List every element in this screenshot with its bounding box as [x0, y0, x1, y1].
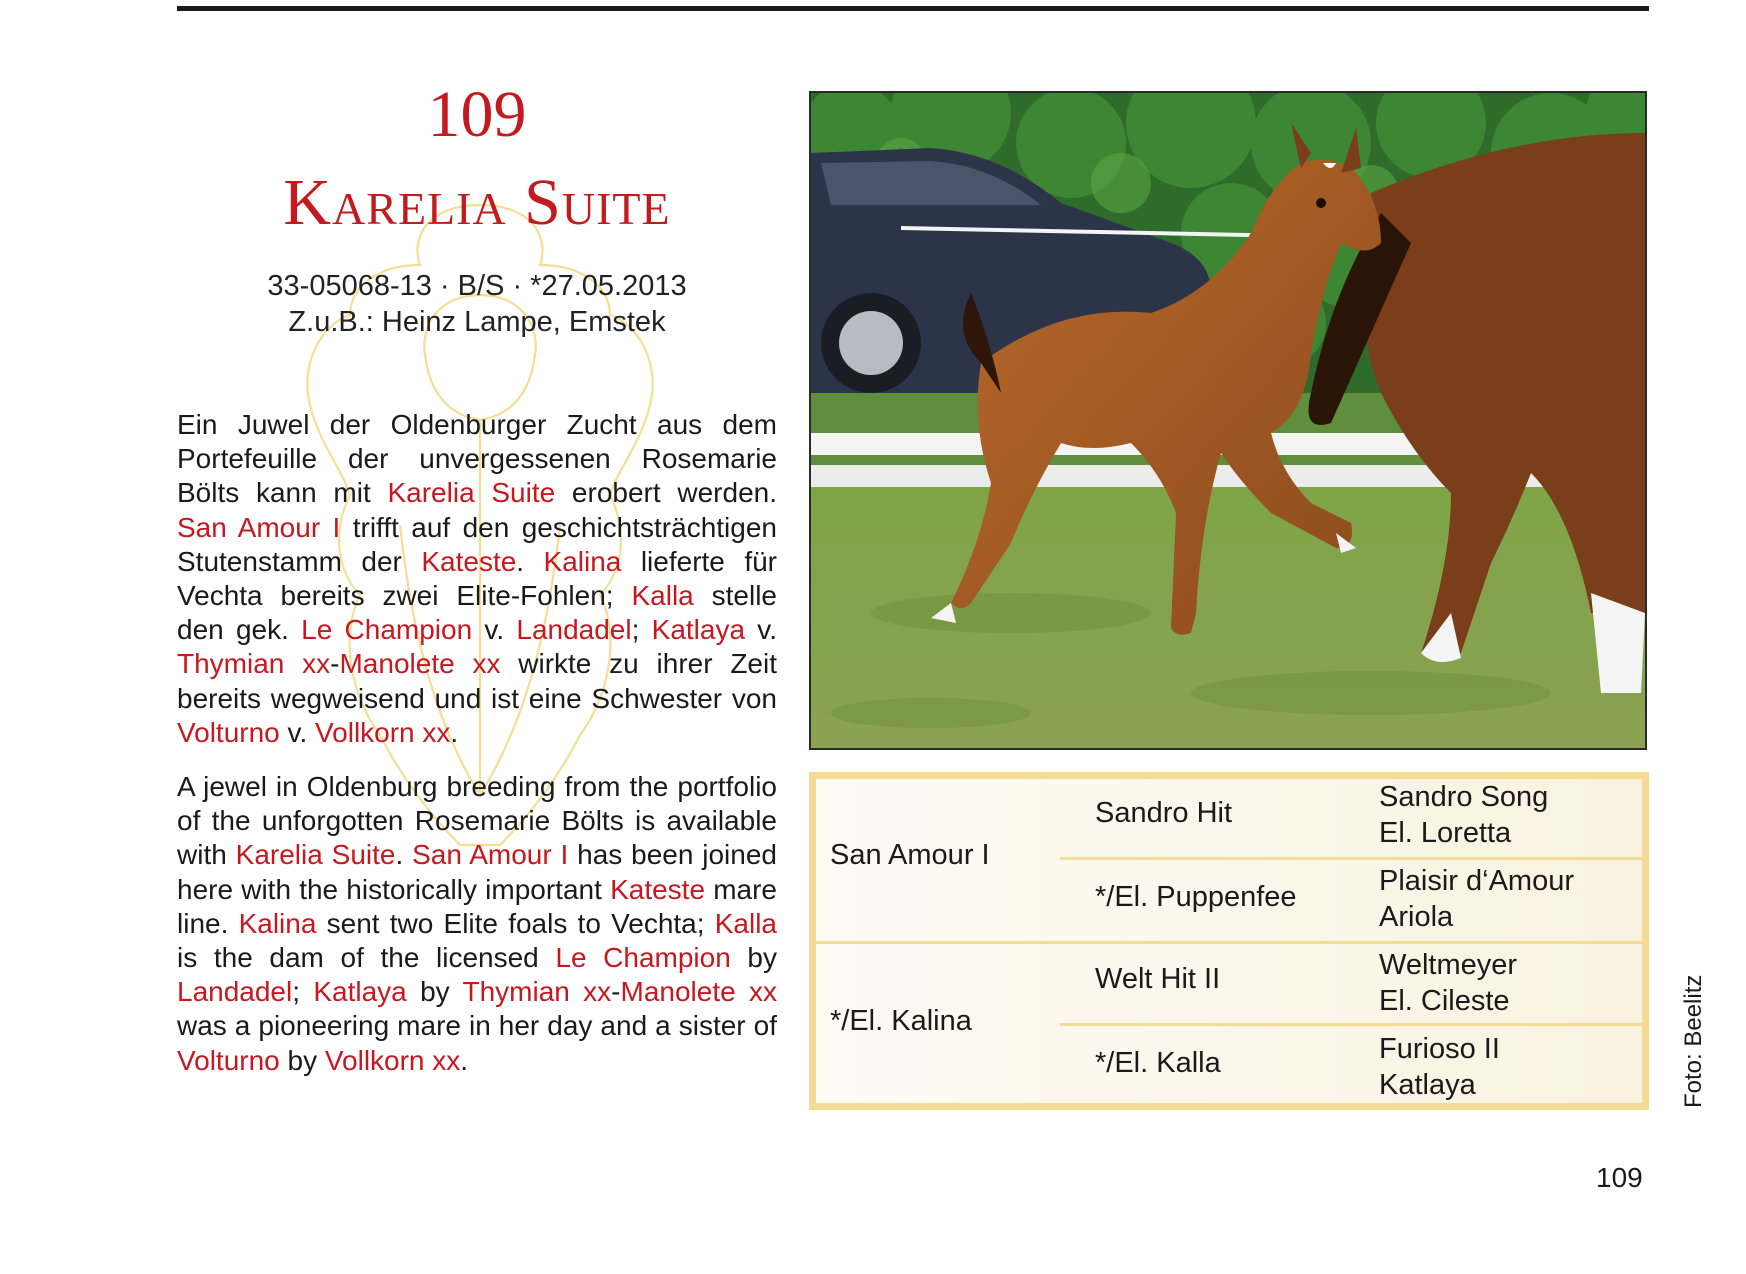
- photo-credit: Foto: Beelitz: [1680, 974, 1707, 1108]
- text-segment: .: [460, 1044, 469, 1076]
- text-segment: ;: [631, 614, 652, 646]
- text-segment: .: [450, 716, 459, 748]
- text-segment: sent two Elite foals to Vechta;: [316, 907, 715, 939]
- text-segment: lieferte für Vechta bereits zwei Elite-Fohlen;: [177, 545, 778, 612]
- pedigree-ds-sire: Weltmeyer: [1379, 949, 1518, 981]
- highlighted-name: Vollkorn xx: [324, 1044, 461, 1076]
- page-number: 109: [1596, 1162, 1643, 1193]
- horse-photo: [809, 91, 1647, 750]
- text-segment: v.: [279, 716, 316, 748]
- text-segment: wirkte zu ihrer Zeit bereits wegweisend und ist eine Schwester von: [177, 648, 777, 714]
- highlighted-name: Volturno: [177, 716, 280, 748]
- pedigree-divider: [1060, 1023, 1642, 1026]
- highlighted-name: Karelia Suite: [387, 477, 556, 509]
- pedigree-sire: San Amour I: [830, 839, 990, 871]
- text-segment: trifft auf den geschichtsträchtigen Stutenstamm der: [177, 511, 777, 577]
- highlighted-name: Kalla: [631, 580, 694, 612]
- pedigree-ds-dam: El. Cileste: [1379, 985, 1510, 1017]
- highlighted-name: Karelia Suite: [235, 839, 396, 871]
- pedigree-divider: [816, 941, 1642, 944]
- description-english: [177, 770, 777, 1078]
- pedigree-inner: [816, 779, 1642, 1103]
- highlighted-name: Volturno: [177, 1044, 280, 1076]
- pedigree-sd-dam: Ariola: [1379, 901, 1454, 933]
- pedigree-dam: */El. Kalina: [830, 1005, 972, 1037]
- pedigree-dam-sire: Welt Hit II: [1095, 963, 1221, 995]
- text-segment: Ein Juwel der Oldenburger Zucht aus dem Portefeuille der unvergessenen Rosemarie Bölts kann mit: [177, 409, 777, 509]
- pedigree-dam-dam: */El. Kalla: [1095, 1047, 1221, 1079]
- text-segment: by: [730, 942, 777, 974]
- pedigree-ss-sire: Sandro Song: [1379, 781, 1549, 813]
- text-segment: is the dam of the licensed: [177, 942, 556, 974]
- pedigree-dd-sire: Furioso II: [1379, 1033, 1500, 1065]
- text-segment: -: [330, 648, 340, 680]
- pedigree-dd-dam: Katlaya: [1379, 1069, 1476, 1101]
- pedigree-sire-dam: */El. Puppenfee: [1095, 881, 1297, 913]
- text-segment: has been joined here with the historically important: [177, 839, 777, 905]
- highlighted-name: Landadel: [177, 976, 293, 1008]
- pedigree-table: [809, 772, 1649, 1110]
- text-segment: .: [516, 545, 544, 577]
- highlighted-name: Thymian xx: [177, 648, 331, 680]
- text-segment: v.: [745, 614, 777, 646]
- text-segment: .: [395, 839, 413, 871]
- highlighted-name: Landadel: [516, 614, 632, 646]
- highlighted-name: Kalina: [238, 907, 317, 939]
- lot-number: 109: [427, 78, 527, 151]
- highlighted-name: Manolete xx: [339, 648, 501, 680]
- text-segment: A jewel in Oldenburg breeding from the portfolio of the unforgotten Rosemarie Bölts is available with: [177, 771, 777, 871]
- highlighted-name: Vollkorn xx: [315, 716, 451, 748]
- breeder-line: Z.u.B.: Heinz Lampe, Emstek: [288, 306, 666, 338]
- pedigree-sire-sire: Sandro Hit: [1095, 797, 1233, 829]
- text-segment: -: [611, 976, 621, 1008]
- highlighted-name: San Amour I: [412, 839, 569, 871]
- pedigree-sd-sire: Plaisir d‘Amour: [1379, 865, 1574, 897]
- text-segment: erobert werden.: [555, 477, 777, 509]
- text-segment: by: [279, 1044, 325, 1076]
- highlighted-name: Kateste: [421, 545, 517, 577]
- highlighted-name: Kalina: [543, 545, 622, 577]
- pedigree-divider: [1060, 857, 1642, 860]
- description-german: [177, 408, 777, 750]
- text-segment: stelle den gek.: [177, 580, 777, 646]
- highlighted-name: Le Champion: [555, 942, 731, 974]
- highlighted-name: Kalla: [714, 907, 777, 939]
- highlighted-name: Thymian xx: [462, 976, 612, 1008]
- top-rule: [177, 6, 1649, 11]
- highlighted-name: Katlaya: [651, 614, 746, 646]
- highlighted-name: Katlaya: [313, 976, 407, 1008]
- text-segment: mare line.: [177, 873, 778, 939]
- highlighted-name: Manolete xx: [620, 976, 778, 1008]
- pedigree-ss-dam: El. Loretta: [1379, 817, 1512, 849]
- highlighted-name: San Amour I: [177, 511, 341, 543]
- highlighted-name: Le Champion: [301, 614, 473, 646]
- text-segment: v.: [472, 614, 517, 646]
- highlighted-name: Kateste: [610, 873, 706, 905]
- text-segment: by: [406, 976, 463, 1008]
- horse-name: Karelia Suite: [283, 166, 671, 239]
- registration-line: 33-05068-13 · B/S · *27.05.2013: [267, 270, 687, 302]
- text-segment: was a pioneering mare in her day and a sister of: [177, 1010, 777, 1042]
- text-segment: ;: [292, 976, 314, 1008]
